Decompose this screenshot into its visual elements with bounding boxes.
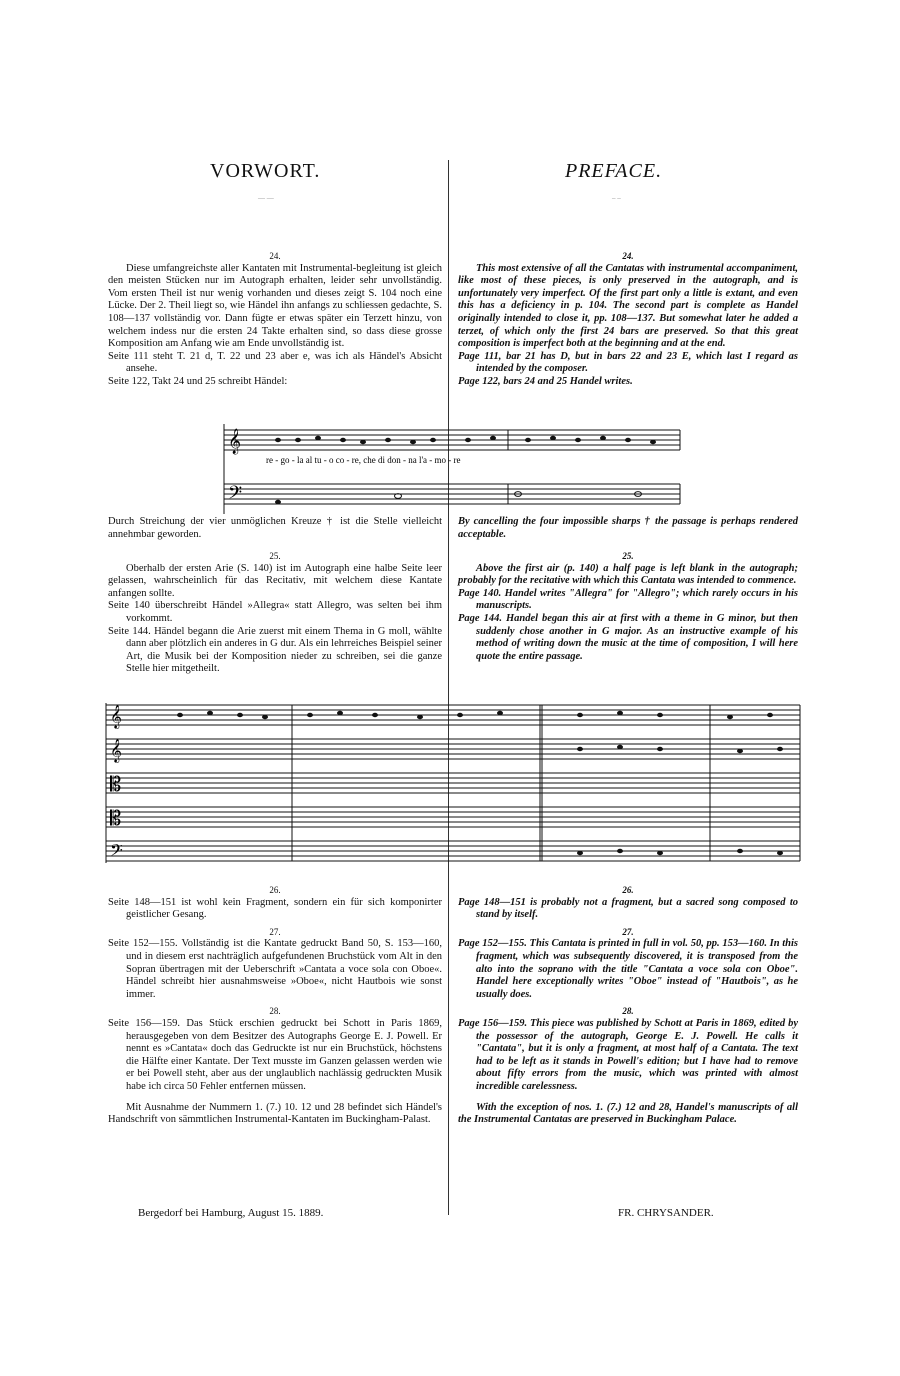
paragraph: Oberhalb der ersten Arie (S. 140) ist im Autograph eine halbe Seite leer gelassen, wahrscheinlich für das Recitativ, mit welchem diese Kantate anfangen sollte.	[108, 562, 442, 599]
paragraph: By cancelling the four impossible sharps † the passage is perhaps rendered acceptable.	[458, 516, 798, 540]
music-example-1	[218, 418, 684, 518]
paragraph: Above the first air (p. 140) a half page is left blank in the autograph; probably for the recitative with which this Cantata was intended to commence.	[458, 562, 798, 587]
title-ornament: — —	[258, 194, 274, 202]
page-title-german: VORWORT.	[210, 160, 321, 182]
paragraph: Seite 111 steht T. 21 d, T. 22 und 23 aber e, was ich als Händel's Absicht ansehe.	[108, 350, 442, 375]
paragraph: Diese umfangreichste aller Kantaten mit Instrumental-begleitung ist gleich den meisten Stücken nur im Autograph erhalten, leider sehr unvollständig. Vom ersten Theil ist nur wenig vorhanden und dieses zeigt S. 104 noch eine Lücke. Der 2. Theil liegt so, wie Händel ihn anfangs zu schliessen gedachte, S. 108—137 vollständig vor. Dann fügte er etwas später ein Terzett hinzu, von welchem indess nur die ersten 24 Takte erhalten sind, so dass diese grosse Komposition am Anfang wie am Ende unvollständig ist.	[108, 262, 442, 350]
section-24-german	[108, 250, 442, 389]
paragraph: Seite 140 überschreibt Händel »Allegra« statt Allegro, was selten bei ihm vorkommt.	[108, 600, 442, 624]
section-number: 27.	[269, 926, 281, 937]
sections-26-28-german	[108, 884, 442, 1127]
after-example-1-german	[108, 516, 442, 541]
column-divider	[448, 160, 449, 1215]
section-number: 24.	[622, 251, 634, 261]
place-date: Bergedorf bei Hamburg, August 15. 1889.	[138, 1207, 324, 1219]
bass-clef-icon: 𝄢	[228, 483, 243, 508]
section-number: 25.	[622, 551, 634, 561]
paragraph: Seite 152—155. Vollständig ist die Kantate gedruckt Band 50, S. 153—160, und in diesem erst nachträglich aufgefundenen Bruchstück vom Alt in den Sopran übertragen mit der Ueberschrift »Cantata a voce sola con Oboe«. Händel schreibt hier ausnahmsweise »Oboe«, nicht Hautbois wie sonst immer.	[108, 938, 442, 1000]
paragraph: Seite 122, Takt 24 und 25 schreibt Händel:	[108, 375, 288, 387]
paragraph: With the exception of nos. 1. (7.) 12 and 28, Handel's manuscripts of all the Instrumental Cantatas are preserved in Buckingham Palace.	[458, 1101, 798, 1126]
section-number: 24.	[269, 251, 281, 261]
treble-clef-icon: 𝄞	[110, 704, 122, 728]
section-25-german	[108, 550, 442, 676]
staff-lower	[224, 484, 680, 504]
alto-clef-icon: 𝄡	[110, 806, 122, 830]
section-number: 25.	[269, 551, 281, 561]
music-example-2	[100, 695, 804, 870]
paragraph: Mit Ausnahme der Nummern 1. (7.) 10. 12 und 28 befindet sich Händel's Handschrift von sämmtlichen Instrumental-Kantaten im Buckingham-Palast.	[108, 1101, 442, 1126]
paragraph: Page 111, bar 21 has D, but in bars 22 and 23 E, which last I regard as intended by the composer.	[458, 350, 798, 375]
page-title-english: PREFACE.	[565, 160, 663, 182]
section-number: 28.	[269, 1006, 281, 1017]
paragraph: Durch Streichung der vier unmöglichen Kreuze † ist die Stelle vielleicht annehmbar geworden.	[108, 516, 442, 540]
treble-clef-icon: 𝄞	[110, 738, 122, 762]
treble-clef-icon: 𝄞	[228, 429, 242, 454]
paragraph: Page 148—151 is probably not a fragment, but a sacred song composed to stand by itself.	[458, 896, 798, 921]
section-number: 26.	[269, 885, 281, 895]
staff-upper	[224, 430, 680, 450]
paragraph: Page 152—155. This Cantata is printed in full in vol. 50, pp. 153—160. In this fragment, which was subsequently discovered, it is transposed from the alto into the soprano with the title "Cantata a voce sola con Oboe". Handel here exceptionally writes "Oboe" instead of "Hautbois", as he usually does.	[458, 938, 798, 1000]
paragraph: Page 144. Handel began this air at first with a theme in G minor, but then suddenly chose another in G major. As an instructive example of his method of writing down the music at the time of composition, I will here quote the entire passage.	[458, 612, 798, 662]
signature: FR. CHRYSANDER.	[618, 1207, 714, 1219]
paragraph: Page 122, bars 24 and 25 Handel writes.	[458, 375, 633, 387]
section-number: 27.	[622, 926, 634, 937]
paragraph: Seite 148—151 ist wohl kein Fragment, sondern ein für sich komponirter geistlicher Gesang.	[108, 896, 442, 921]
lyrics: re - go - la al tu - o co - re, che di don - na l'a - mo - re	[266, 455, 461, 465]
paragraph: Seite 156—159. Das Stück erschien gedruckt bei Schott in Paris 1869, herausgegeben von dem Besitzer des Autographs George E. J. Powell. Er nennt es »Cantata« doch das Gedruckte ist nur ein Bruchstück, höchstens die Hälfte einer Kantate. Der Text musste im Ganzen gelassen werden wie er bei Powell steht, aber aus der unglaublich nachlässig gedruckten Musik habe ich circa 50 Fehler entfernen müssen.	[108, 1017, 442, 1092]
after-example-1-english	[458, 516, 798, 541]
section-number: 26.	[622, 885, 634, 895]
paragraph: This most extensive of all the Cantatas with instrumental accompaniment, like most of these pieces, is only preserved in the autograph, and is unfortunately very imperfect. Of the first part only a little is extant, and even this has a deficiency in p. 104. The second part is complete as Handel originally intended to close it, pp. 108—137. But somewhat later he added a terzet, of which only the first 24 bars are preserved. So that this great composition is imperfect both at the beginning and at the end.	[458, 262, 798, 350]
paragraph: Page 156—159. This piece was published by Schott at Paris in 1869, edited by the possessor of the autograph, George E. J. Powell. He calls it "Cantata", but it is only a fragment, at most half of a Cantata. The text had to be left as it stands in Powell's edition; but I have had to remove about fifty errors from the music, which was printed with almost incredible carelessness.	[458, 1017, 798, 1092]
alto-clef-icon: 𝄡	[110, 772, 122, 796]
section-24-english	[458, 250, 798, 389]
section-number: 28.	[622, 1006, 634, 1017]
paragraph: Page 140. Handel writes "Allegra" for "Allegro"; which rarely occurs in his manuscripts.	[458, 587, 798, 612]
bass-clef-icon: 𝄢	[110, 840, 123, 864]
section-25-english	[458, 550, 798, 663]
sections-26-28-english	[458, 884, 798, 1127]
paragraph: Seite 144. Händel begann die Arie zuerst mit einem Thema in G moll, wählte dann aber plötzlich ein anderes in G dur. Als ein lehrreiches Beispiel seiner Art, die Musik bei der Komposition nieder zu schreiben, sei die ganze Stelle hier mitgetheilt.	[108, 625, 442, 675]
title-ornament: – –	[612, 194, 621, 202]
